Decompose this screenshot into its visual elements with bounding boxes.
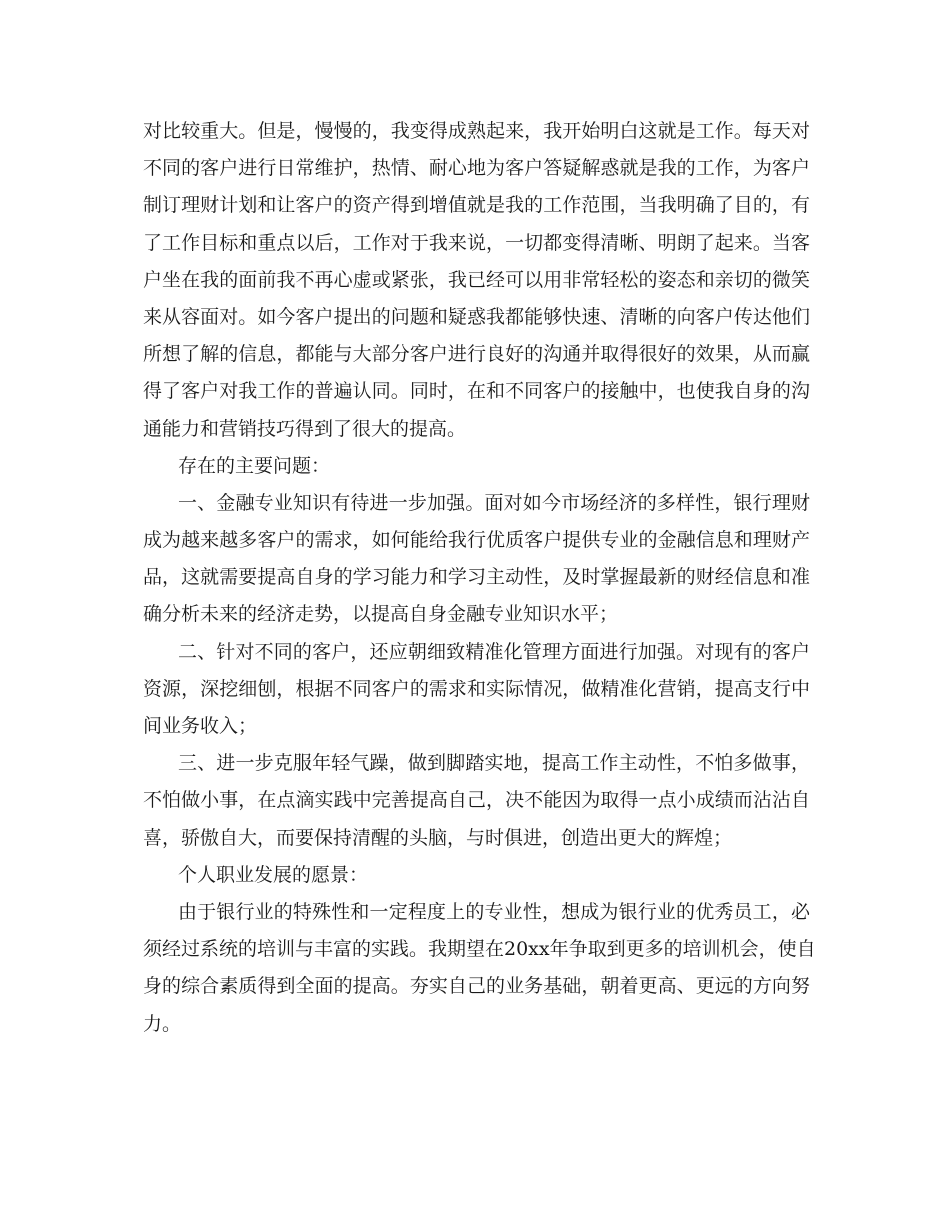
text-line: 资源，深挖细刨，根据不同客户的需求和实际情况，做精准化营销，提高支行中 [143,677,810,700]
text-line: 通能力和营销技巧得到了很大的提高。 [143,417,467,440]
paragraph-problem-3 [143,745,810,857]
text-line: 身的综合素质得到全面的提高。夯实自己的业务基础，朝着更高、更远的方向努 [143,975,810,998]
text-line: 不怕做小事，在点滴实践中完善提高自己，决不能因为取得一点小成绩而沾沾自 [143,789,810,812]
text-line: 制订理财计划和让客户的资产得到增值就是我的工作范围，当我明确了目的，有 [143,194,810,217]
text-line: 所想了解的信息，都能与大部分客户进行良好的沟通并取得很好的效果，从而赢 [143,343,810,366]
text-line: 不同的客户进行日常维护，热情、耐心地为客户答疑解惑就是我的工作，为客户 [143,157,810,180]
text-line: 品，这就需要提高自身的学习能力和学习主动性，及时掌握最新的财经信息和准 [143,566,810,589]
text-line: 须经过系统的培训与丰富的实践。我期望在20xx年争取到更多的培训机会，使自 [143,938,816,961]
paragraph-problem-1 [143,485,810,634]
text-line: 得了客户对我工作的普遍认同。同时，在和不同客户的接触中，也使我自身的沟 [143,380,810,403]
text-line: 三、进一步克服年轻气躁，做到脚踏实地，提高工作主动性，不怕多做事， [178,752,810,775]
text-line: 间业务收入； [143,715,258,737]
paragraph-problem-2 [143,634,810,746]
paragraph-work-experience [143,113,810,448]
text-line: 二、针对不同的客户，还应朝细致精准化管理方面进行加强。对现有的客户 [178,640,810,663]
text-line: 了工作目标和重点以后，工作对于我来说，一切都变得清晰、明朗了起来。当客 [143,231,810,254]
text-line: 成为越来越多客户的需求，如何能给我行优质客户提供专业的金融信息和理财产 [143,529,810,552]
text-line: 确分析未来的经济走势，以提高自身金融专业知识水平； [143,603,619,626]
text-line: 喜，骄傲自大，而要保持清醒的头脑，与时俱进，创造出更大的辉煌； [143,826,733,849]
heading-vision: 个人职业发展的愿景： [178,863,369,886]
text-line: 由于银行业的特殊性和一定程度上的专业性，想成为银行业的优秀员工，必 [178,900,810,923]
text-line: 对比较重大。但是，慢慢的，我变得成熟起来，我开始明白这就是工作。每天对 [143,120,810,142]
text-line: 来从容面对。如今客户提出的问题和疑惑我都能够快速、清晰的向客户传达他们 [143,305,810,328]
text-line: 户坐在我的面前我不再心虚或紧张，我已经可以用非常轻松的姿态和亲切的微笑 [143,268,810,291]
document-page [143,113,816,1043]
text-line: 力。 [143,1012,182,1035]
text-line: 一、金融专业知识有待进一步加强。面对如今市场经济的多样性，银行理财 [178,491,810,514]
heading-problems: 存在的主要问题： [178,454,331,477]
paragraph-vision [143,894,816,1043]
